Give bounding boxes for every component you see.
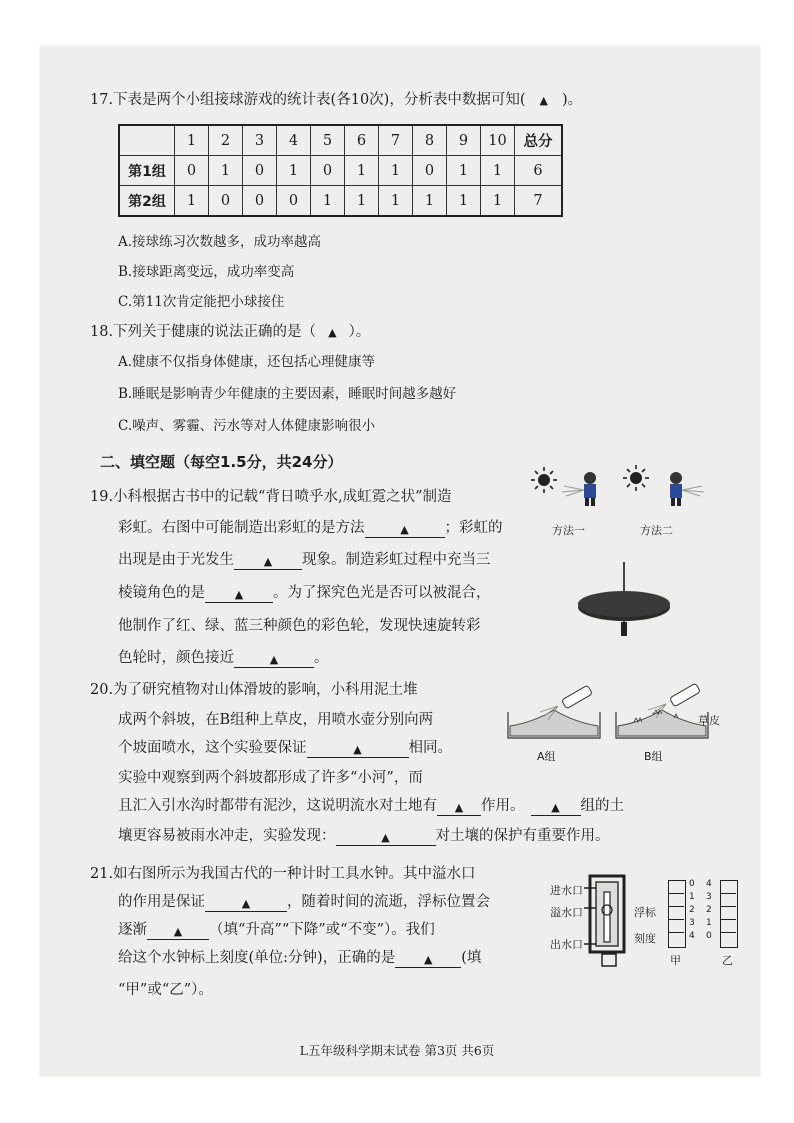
q18-option-a: A.健康不仅指身体健康，还包括心理健康等	[118, 354, 376, 370]
scale-divider	[720, 932, 736, 933]
table-cell: 0	[277, 186, 311, 217]
q20-line-5	[118, 796, 624, 816]
table-cell: 1	[481, 156, 515, 186]
table-cell: 1	[175, 125, 209, 156]
table-cell: 0	[243, 156, 277, 186]
q21-text: ，随着时间的流逝，浮标位置会	[287, 894, 490, 910]
table-cell: 1	[345, 186, 379, 217]
q19-line-4	[118, 583, 491, 603]
q17-option-c: C.第11次肯定能把小球接住	[118, 294, 285, 310]
q17-stem	[90, 90, 582, 111]
q19-text: 出现是由于光发生	[118, 552, 234, 568]
answer-blank[interactable]	[234, 551, 302, 570]
q18-close: ）。	[348, 324, 371, 340]
q17-close: )。	[561, 92, 583, 108]
q18-stem-text: 18.下列关于健康的说法正确的是（	[90, 324, 317, 340]
method-2-label: 方法二	[640, 524, 673, 537]
answer-blank[interactable]	[365, 519, 445, 538]
q19-text: ；彩虹的	[444, 520, 503, 536]
scale-label: 刻度	[634, 932, 656, 945]
table-cell: 4	[277, 125, 311, 156]
table-cell: 9	[447, 125, 481, 156]
table-cell: 10	[481, 125, 515, 156]
table-cell: 第1组	[119, 156, 175, 186]
q21-line-2	[118, 892, 490, 912]
answer-triangle: ▲	[269, 653, 279, 666]
table-cell: 第2组	[119, 186, 175, 217]
answer-triangle: ▲	[423, 953, 433, 966]
table-cell: 5	[311, 125, 345, 156]
tick-label: 4	[689, 931, 695, 941]
table-row	[119, 186, 562, 217]
answer-blank[interactable]	[205, 893, 287, 912]
table-cell: 1	[447, 156, 481, 186]
q18-option-c: C.噪声、雾霾、污水等对人体健康影响很小	[118, 418, 376, 434]
q21-line-5: “甲”或“乙”）。	[118, 982, 213, 998]
float-label: 浮标	[634, 906, 656, 919]
child-figure	[562, 472, 596, 506]
answer-blank[interactable]	[395, 949, 461, 968]
table-header-row	[119, 125, 562, 156]
scale-divider	[720, 893, 736, 894]
q17-option-b: B.接球距离变远，成功率变高	[118, 264, 295, 280]
scale-divider	[668, 932, 684, 933]
answer-triangle: ▲	[400, 523, 409, 536]
q19-text: 彩虹。右图中可能制造出彩虹的是方法	[118, 520, 365, 536]
tick-label: 0	[706, 931, 712, 941]
answer-blank[interactable]	[437, 797, 481, 816]
table-cell: 6	[515, 156, 563, 186]
tick-label: 1	[689, 892, 695, 902]
answer-blank[interactable]	[336, 827, 436, 846]
answer-triangle: ▲	[454, 801, 464, 814]
q18-stem	[90, 322, 370, 343]
tick-label: 3	[706, 892, 712, 902]
q21-text: 给这个水钟标上刻度(单位:分钟)，正确的是	[118, 950, 396, 966]
table-cell: 6	[345, 125, 379, 156]
table-cell: 1	[413, 186, 447, 217]
table-cell: 1	[209, 156, 243, 186]
q20-text: 相同。	[408, 740, 452, 756]
q21-text: 的作用是保证	[118, 894, 205, 910]
jia-label: 甲	[670, 954, 681, 967]
overflow-label: 溢水口	[550, 906, 583, 919]
q20-text: 且汇入引水沟时都带有泥沙，这说明流水对土地有	[118, 798, 437, 814]
q21-text: (填	[461, 950, 482, 966]
answer-blank[interactable]	[531, 797, 581, 816]
inlet-label: 进水口	[550, 884, 583, 897]
table-cell: 1	[379, 186, 413, 217]
tick-label: 2	[689, 905, 695, 915]
q19-line-1: 19.小科根据古书中的记载“背日喷乎水,成虹霓之状”制造	[90, 489, 452, 505]
tick-label: 1	[706, 918, 712, 928]
answer-blank[interactable]	[307, 739, 409, 758]
scale-yi	[720, 880, 738, 948]
tick-label: 4	[706, 879, 712, 889]
water-clock-figure	[582, 872, 638, 970]
q19-text: 棱镜角色的是	[118, 585, 205, 601]
section-heading: 二、填空题（每空1.5分，共24分）	[100, 453, 343, 471]
tick-label: 2	[706, 905, 712, 915]
table-cell: 1	[277, 156, 311, 186]
scale-yi-ticks	[706, 878, 712, 943]
q19-line-5: 他制作了红、绿、蓝三种颜色的彩色轮，发现快速旋转彩	[118, 618, 481, 634]
answer-triangle: ▲	[263, 555, 273, 568]
answer-triangle: ▲	[551, 801, 560, 814]
table-cell: 0	[209, 186, 243, 217]
table-row	[119, 156, 562, 186]
answer-blank[interactable]	[147, 921, 209, 940]
answer-triangle: ▲	[241, 897, 251, 910]
table-cell: 1	[481, 186, 515, 217]
table-cell: 1	[379, 156, 413, 186]
sun-icon	[623, 465, 649, 491]
table-cell: 1	[447, 186, 481, 217]
page-footer: L五年级科学期末试卷 第3页 共6页	[299, 1043, 495, 1058]
sun-icon	[531, 467, 557, 493]
table-cell: 8	[413, 125, 447, 156]
score-table	[118, 124, 563, 217]
q21-text: 逐渐	[118, 922, 147, 938]
answer-blank[interactable]	[234, 649, 314, 668]
scale-divider	[668, 893, 684, 894]
table-cell: 3	[243, 125, 277, 156]
scale-divider	[720, 906, 736, 907]
table-cell: 0	[175, 156, 209, 186]
q20-text: 作用。	[481, 798, 525, 814]
q19-text: 。	[314, 650, 329, 666]
q20-text: 个坡面喷水，这个实验要保证	[118, 740, 307, 756]
child-figure	[670, 472, 704, 506]
answer-triangle: ▲	[173, 925, 183, 938]
color-wheel-figure	[574, 560, 674, 644]
q20-line-4: 实验中观察到两个斜坡都形成了许多“小河”，而	[118, 770, 423, 786]
table-cell	[119, 125, 175, 156]
q20-text: 对土壤的保护有重要作用。	[435, 828, 610, 844]
q19-line-3	[118, 550, 491, 570]
q17-stem-text: 17.下表是两个小组接球游戏的统计表(各10次)，分析表中数据可知(	[90, 92, 526, 108]
q19-line-6	[118, 648, 329, 668]
q20-text: 壤更容易被雨水冲走，实验发现：	[118, 828, 336, 844]
method-1-label: 方法一	[552, 524, 585, 537]
answer-triangle: ▲	[381, 831, 390, 844]
scale-divider	[720, 919, 736, 920]
yi-label: 乙	[722, 954, 733, 967]
q19-text: 现象。制造彩虹过程中充当三	[302, 552, 491, 568]
scale-divider	[668, 906, 684, 907]
table-cell: 2	[209, 125, 243, 156]
table-cell: 7	[379, 125, 413, 156]
q19-text: 色轮时，颜色接近	[118, 650, 234, 666]
table-cell: 0	[311, 156, 345, 186]
q20-line-3	[118, 738, 452, 758]
q20-line-6	[118, 826, 610, 846]
answer-triangle: ▲	[328, 326, 337, 339]
slope-experiment-figure	[504, 682, 720, 746]
table-cell: 0	[413, 156, 447, 186]
outlet-label: 出水口	[550, 938, 583, 951]
turf-label: 草皮	[698, 714, 720, 727]
answer-triangle: ▲	[539, 94, 548, 107]
scale-divider	[668, 919, 684, 920]
q19-text: 。为了探究色光是否可以被混合，	[273, 585, 491, 601]
q21-line-3	[118, 920, 435, 940]
answer-triangle: ▲	[234, 588, 244, 601]
q21-line-1: 21.如右图所示为我国古代的一种计时工具水钟。其中溢水口	[90, 866, 476, 882]
table-cell: 1	[175, 186, 209, 217]
q20-text: 组的土	[580, 798, 624, 814]
table-cell: 0	[243, 186, 277, 217]
group-b-label: B组	[644, 750, 663, 763]
table-cell: 1	[345, 156, 379, 186]
q21-line-4	[118, 948, 481, 968]
table-cell: 7	[515, 186, 563, 217]
q17-option-a: A.接球练习次数越多，成功率越高	[118, 234, 322, 250]
slope-b	[616, 683, 708, 738]
q19-line-2	[118, 518, 503, 538]
q20-line-1: 20.为了研究植物对山体滑坡的影响，小科用泥土堆	[90, 682, 418, 698]
q21-text: （填“升高”“下降”或“不变”）。我们	[209, 922, 435, 938]
q20-line-2: 成两个斜坡，在B组种上草皮，用喷水壶分别向两	[118, 712, 434, 728]
tick-label: 0	[689, 879, 695, 889]
answer-triangle: ▲	[353, 743, 362, 756]
table-cell: 1	[311, 186, 345, 217]
q18-option-b: B.睡眠是影响青少年健康的主要因素，睡眠时间越多越好	[118, 386, 457, 402]
scale-jia-ticks	[689, 878, 695, 943]
slope-a	[508, 685, 600, 738]
scale-jia	[668, 880, 686, 948]
answer-blank[interactable]	[205, 584, 273, 603]
tick-label: 3	[689, 918, 695, 928]
table-cell: 总分	[515, 125, 563, 156]
group-a-label: A组	[537, 750, 556, 763]
spray-bottle-icon	[648, 683, 700, 718]
